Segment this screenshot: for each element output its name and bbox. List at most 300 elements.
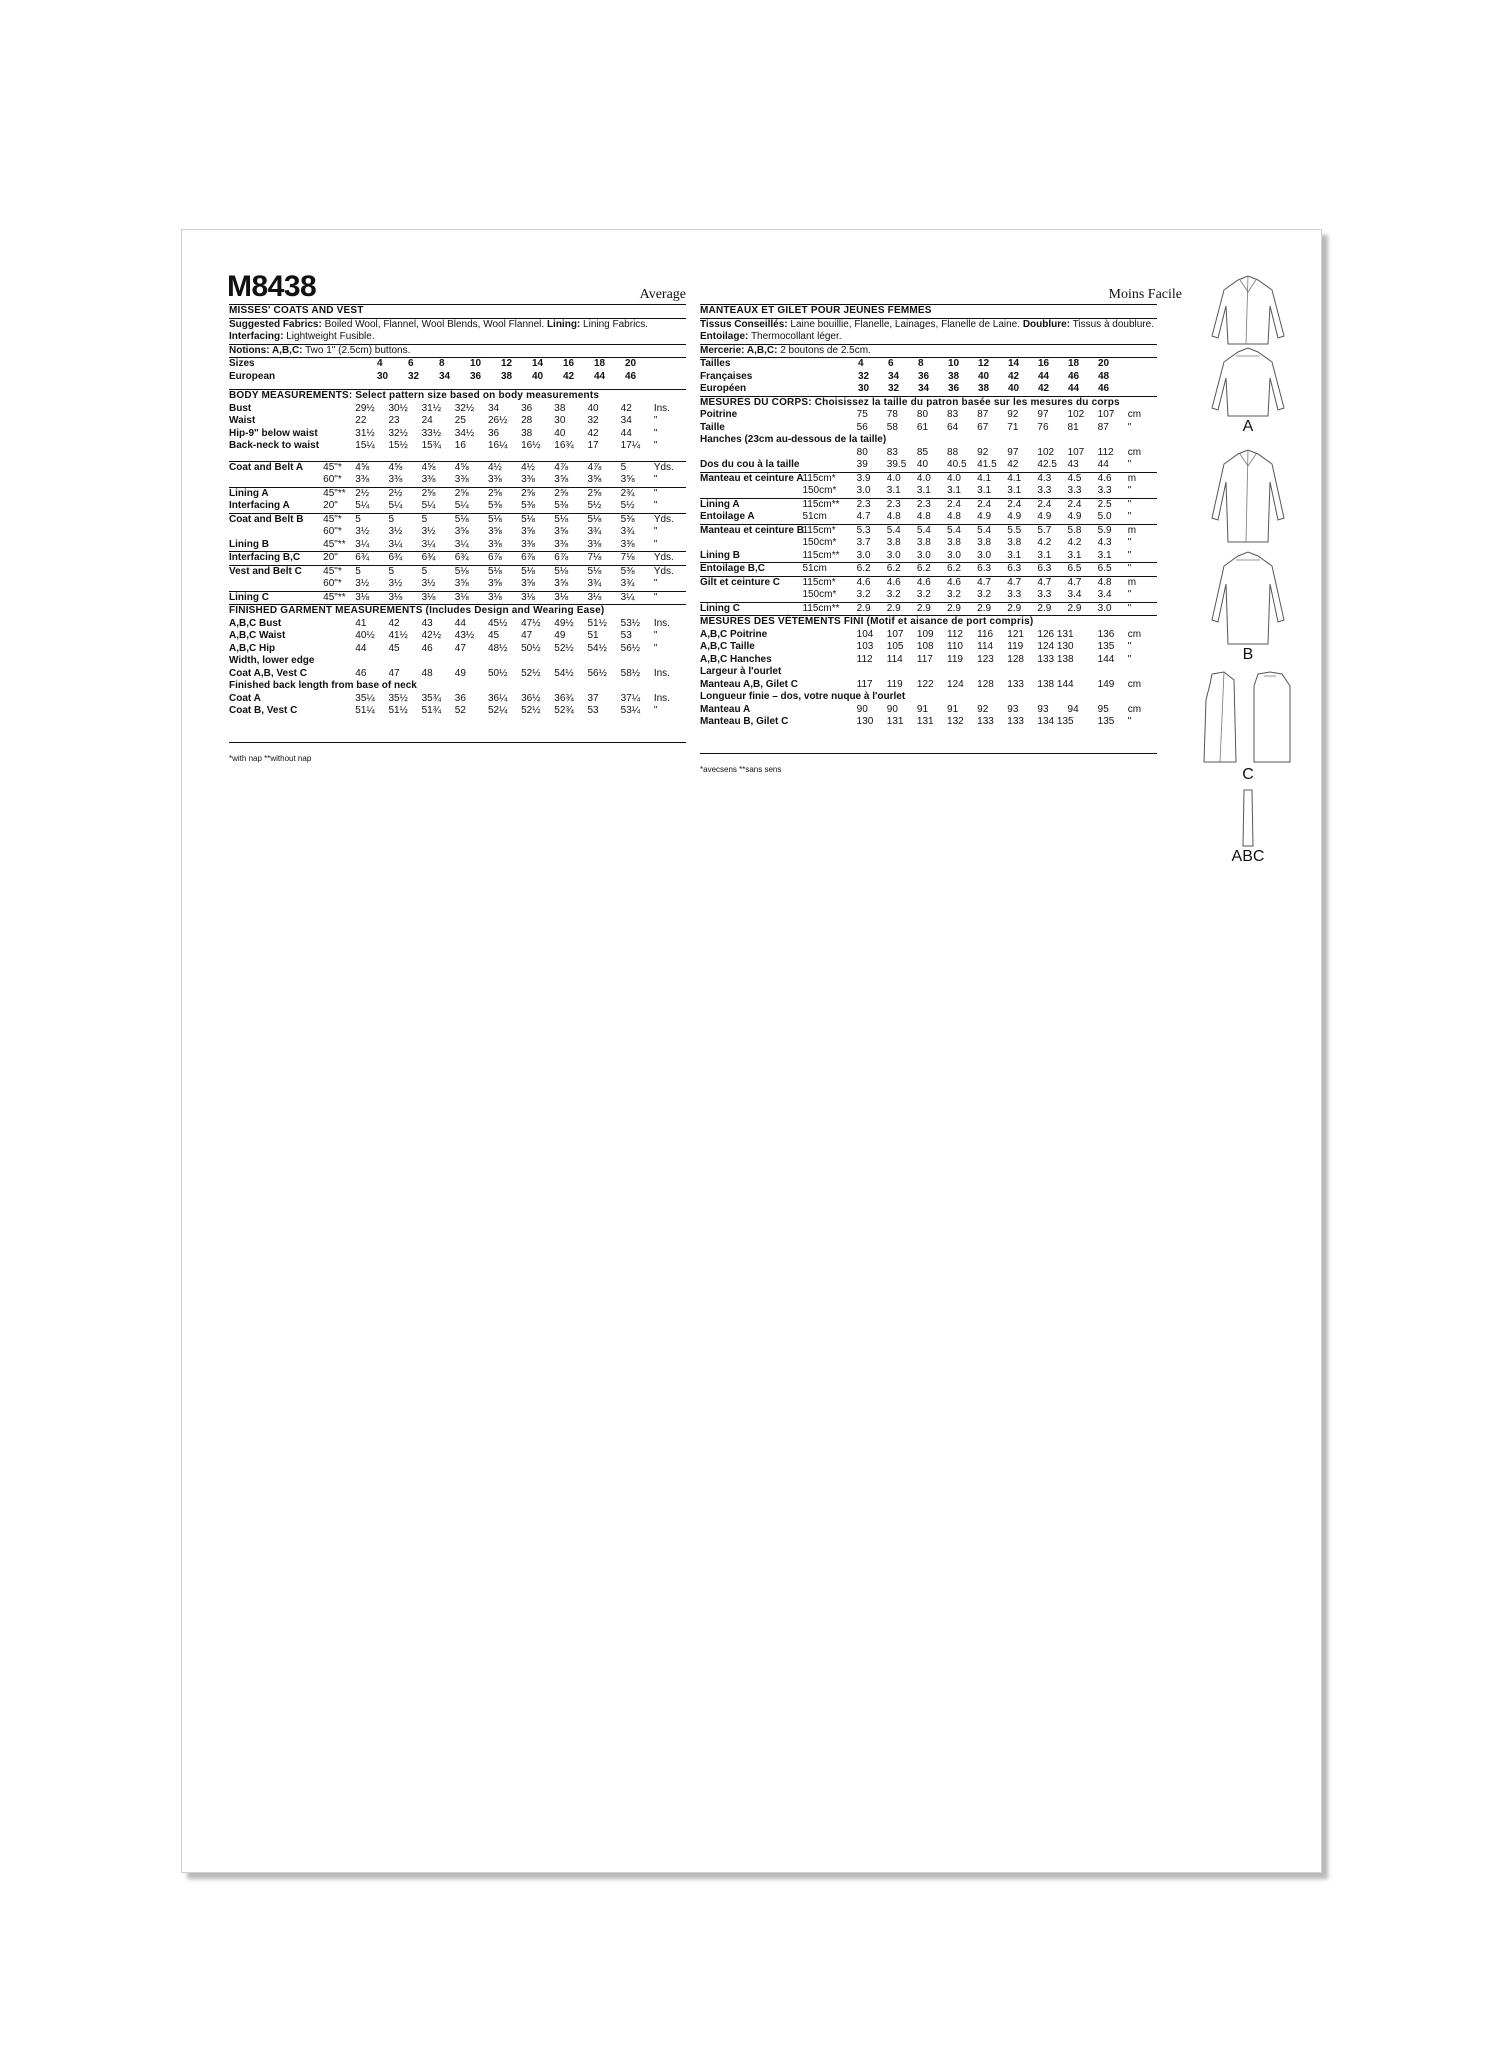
unit-cell: " (1127, 589, 1132, 600)
value-cell: 124 (947, 678, 964, 690)
table-row (700, 485, 1157, 498)
value-cell: 3⅛ (422, 591, 455, 604)
width-cell (323, 415, 355, 428)
value-cell: 36¼ (487, 692, 508, 704)
value-cell: 4.3 (1037, 472, 1067, 485)
value-cell: 3.1 (886, 485, 901, 496)
row-label: Finished back length from base of neck (229, 680, 417, 691)
value-cell: 2.3 (857, 498, 887, 511)
row-label: Bust (229, 402, 252, 414)
value-cell: 46 (355, 667, 367, 679)
value-cell: 3.0 (947, 549, 961, 561)
value-cell: 123 (977, 653, 994, 665)
table-row (229, 618, 686, 631)
value-cell: 3¼ (421, 538, 436, 550)
value-cell: 5½ (587, 500, 602, 511)
notions-en: Notions: A,B,C: Two 1" (2.5cm) buttons. (229, 344, 411, 356)
row-label: Interfacing B,C (229, 552, 323, 566)
value-cell: 3.7 (856, 537, 871, 548)
row-label: A,B,C Waist (229, 630, 286, 641)
value-cell: 3⅝ (454, 526, 469, 537)
value-cell: 34 (620, 415, 632, 426)
table-row (700, 691, 1157, 704)
value-cell: 43 (421, 617, 433, 629)
value-cell: 46 (421, 642, 433, 654)
unit-cell: " (1127, 641, 1132, 652)
value-cell: 5⅛ (587, 513, 620, 526)
value-cell: 121 (1007, 628, 1024, 640)
row-label: A,B,C Taille (700, 641, 755, 652)
value-cell: 2⅝ (521, 487, 554, 500)
value-cell: 104 (856, 628, 874, 640)
table-row (700, 654, 1157, 667)
width-cell (802, 679, 856, 692)
table-row (700, 422, 1157, 435)
table-row (229, 513, 686, 526)
value-cell: 2.4 (1037, 498, 1067, 511)
value-cell: 5 (388, 513, 421, 526)
value-cell: 4.1 (977, 472, 1007, 485)
value-cell: 30½ (388, 402, 408, 414)
title-en: MISSES' COATS AND VEST (229, 305, 364, 316)
value-cell: 5⅛ (455, 513, 488, 526)
size-cell: 34 (918, 383, 930, 394)
unit-cell: Yds. (654, 565, 686, 578)
value-cell: 119 (886, 678, 903, 690)
value-cell: 3⅝ (521, 526, 536, 537)
row-label (700, 485, 802, 498)
value-cell: 4.8 (1098, 576, 1128, 589)
row-label: Manteau et ceinture B (700, 524, 804, 536)
value-cell: 80 (856, 446, 868, 458)
value-cell: 4.6 (887, 576, 917, 589)
unit-cell: Ins. (653, 402, 670, 414)
value-cell: 4⅝ (422, 461, 455, 474)
value-cell: 5.4 (917, 524, 947, 537)
value-cell: 134 135 (1037, 716, 1074, 727)
value-cell: 3.8 (947, 537, 961, 548)
value-cell: 85 (916, 446, 929, 458)
value-cell: 6.2 (917, 563, 947, 577)
value-cell: 4.8 (916, 511, 931, 522)
size-cell: 32 (858, 370, 870, 382)
size-cell: 16 (563, 358, 575, 369)
table-row (700, 434, 1157, 447)
value-cell: 2.5 (1098, 498, 1128, 511)
value-cell: 114 (886, 653, 903, 665)
table-row (700, 498, 1157, 511)
size-cell: 6 (408, 358, 414, 369)
row-label (229, 578, 323, 591)
value-cell: 3⅛ (521, 591, 554, 604)
row-label: Manteau A (700, 703, 751, 715)
value-cell: 3⅛ (488, 591, 521, 604)
width-cell (323, 428, 355, 441)
value-cell: 3¾ (620, 578, 635, 589)
table-row (229, 552, 686, 566)
value-cell: 17¼ (620, 440, 641, 451)
value-cell: 5⅛ (488, 513, 521, 526)
unit-cell: " (653, 526, 658, 537)
value-cell: 128 (1007, 653, 1024, 665)
value-cell: 3½ (388, 578, 403, 589)
value-cell: 36 (521, 402, 533, 414)
row-label: Coat and Belt A (229, 461, 323, 474)
unit-cell: cm (1127, 678, 1142, 690)
value-cell: 3.0 (1098, 602, 1128, 615)
width-cell (802, 447, 856, 460)
width-cell: 60"* (323, 474, 342, 485)
size-cell: 42 (1008, 370, 1020, 382)
value-cell: 3¾ (587, 578, 602, 589)
value-cell: 3.1 (977, 485, 992, 496)
row-label (229, 526, 323, 539)
row-label (700, 537, 802, 550)
size-cell: 18 (594, 358, 606, 369)
value-cell: 3⅝ (521, 578, 536, 589)
value-cell: 3.4 (1097, 589, 1112, 600)
value-cell: 3.0 (886, 549, 901, 561)
size-cell: 14 (532, 358, 544, 369)
value-cell: 112 (856, 653, 873, 665)
value-cell: 40½ (355, 630, 375, 641)
table-row (229, 693, 686, 706)
value-cell: 3.2 (947, 589, 961, 600)
value-cell: 4.3 (1097, 537, 1112, 548)
row-label: Hanches (23cm au-dessous de la taille) (700, 434, 887, 445)
width-cell: 45"** (323, 487, 355, 500)
size-cell: 36 (918, 370, 930, 382)
row-label (700, 447, 802, 460)
width-cell: 115cm** (802, 602, 856, 615)
width-cell: 115cm** (802, 549, 840, 561)
size-cell: 32 (888, 383, 900, 394)
size-cell: 42 (563, 370, 575, 382)
value-cell: 52½ (521, 705, 541, 716)
value-cell: 78 (886, 409, 898, 420)
row-label: A,B,C Poitrine (700, 628, 768, 640)
row-label: A,B,C Hip (229, 642, 276, 654)
value-cell: 3¼ (621, 591, 654, 604)
value-cell: 4⅞ (554, 461, 587, 474)
value-cell: 4.8 (947, 511, 961, 522)
value-cell: 136 (1097, 628, 1115, 640)
value-cell: 3.4 (1067, 589, 1082, 600)
value-cell: 4⅝ (355, 461, 388, 474)
row-label: Largeur à l'ourlet (700, 666, 782, 677)
value-cell: 6.5 (1068, 563, 1098, 577)
value-cell: 41 (355, 617, 367, 629)
size-cell: 36 (948, 383, 960, 394)
row-label: Poitrine (700, 409, 738, 420)
value-cell: 5.9 (1098, 524, 1128, 537)
value-cell: 42 (620, 402, 632, 414)
width-cell: 45"** (323, 538, 346, 550)
width-cell (802, 629, 856, 642)
width-cell (323, 643, 355, 656)
value-cell: 5.0 (1097, 511, 1112, 522)
value-cell: 133 (977, 716, 994, 727)
width-cell: 45"** (323, 591, 355, 604)
title-fr: MANTEAUX ET GILET POUR JEUNES FEMMES (700, 305, 932, 316)
value-cell: 80 (916, 409, 929, 420)
width-cell (323, 705, 355, 718)
table-row (229, 474, 686, 487)
value-cell: 3½ (421, 526, 436, 537)
row-label: Manteau B, Gilet C (700, 716, 789, 727)
sizes-table-fr (700, 358, 1157, 396)
value-cell: 6¾ (388, 552, 421, 566)
unit-cell: cm (1127, 409, 1142, 420)
value-cell: 3⅜ (487, 538, 502, 550)
value-cell: 44 (1097, 459, 1109, 470)
value-cell: 116 (977, 628, 994, 640)
value-cell: 4.6 (857, 576, 887, 589)
value-cell: 3½ (421, 578, 436, 589)
width-cell: 60"* (323, 578, 342, 589)
value-cell: 3⅝ (487, 526, 502, 537)
table-row (229, 403, 686, 416)
size-cell: 46 (1098, 383, 1110, 394)
value-cell: 3⅝ (620, 474, 635, 485)
value-cell: 6.2 (947, 563, 977, 577)
interfacing-en: Interfacing: Lightweight Fusible. (229, 331, 375, 342)
value-cell: 4⅞ (587, 461, 620, 474)
width-cell (802, 641, 856, 654)
value-cell: 52 (454, 705, 466, 716)
table-row (229, 591, 686, 604)
value-cell: 3.1 (1097, 549, 1112, 561)
value-cell: 132 (947, 716, 964, 727)
value-cell: 2½ (388, 487, 421, 500)
value-cell: 93 (1007, 703, 1019, 715)
value-cell: 2.9 (1007, 602, 1037, 615)
value-cell: 32 (587, 415, 599, 426)
width-cell: 45"* (323, 565, 355, 578)
value-cell: 97 (1037, 409, 1049, 420)
value-cell: 75 (856, 409, 868, 420)
size-cell: 42 (1038, 383, 1050, 394)
view-label-c: C (1242, 766, 1254, 783)
table-row (700, 576, 1157, 589)
value-cell: 4.7 (856, 511, 871, 522)
value-cell: 2.9 (917, 602, 947, 615)
table-row (700, 447, 1157, 460)
value-cell: 6.2 (887, 563, 917, 577)
value-cell: 130 (856, 716, 874, 727)
unit-cell: " (1128, 602, 1157, 615)
unit-cell: m (1128, 472, 1157, 485)
value-cell: 5⅜ (554, 500, 569, 511)
table-row (229, 440, 686, 453)
value-cell: 23 (388, 415, 400, 426)
value-cell: 36¾ (554, 692, 574, 704)
value-cell: 36½ (521, 692, 541, 704)
difficulty-level-fr: Moins Facile (1108, 287, 1182, 302)
value-cell: 92 (1007, 409, 1019, 420)
value-cell: 52¾ (554, 705, 574, 716)
size-cell: 44 (1038, 370, 1050, 382)
table-row (700, 511, 1157, 524)
value-cell: 5.3 (857, 524, 887, 537)
width-cell: 115cm* (802, 576, 856, 589)
value-cell: 6⅞ (554, 552, 587, 566)
value-cell: 4½ (521, 461, 554, 474)
size-cell: 20 (625, 358, 637, 369)
value-cell: 32½ (388, 427, 408, 439)
row-label: Manteau A,B, Gilet C (700, 678, 798, 690)
value-cell: 3.3 (1037, 485, 1052, 496)
size-cell: 38 (948, 370, 960, 382)
unit-cell: " (1127, 485, 1132, 496)
table-row (700, 716, 1157, 729)
value-cell: 105 (886, 641, 904, 652)
value-cell: 2.3 (887, 498, 917, 511)
value-cell: 56 (856, 421, 868, 433)
value-cell: 42 (1007, 459, 1019, 470)
value-cell: 42.5 (1037, 459, 1057, 470)
row-label: A,B,C Bust (229, 617, 282, 629)
row-label: Hip-9" below waist (229, 427, 318, 439)
value-cell: 4.9 (1067, 511, 1082, 522)
row-label: Manteau et ceinture A (700, 472, 804, 484)
value-cell: 3.3 (1037, 589, 1052, 600)
unit-cell: m (1128, 576, 1157, 589)
value-cell: 2.9 (977, 602, 1007, 615)
row-label: Lining C (700, 602, 802, 615)
notions-fr: Mercerie: A,B,C: 2 boutons de 2.5cm. (700, 344, 871, 356)
row-label: Waist (229, 415, 256, 426)
value-cell: 3.1 (1067, 549, 1082, 561)
value-cell: 16 (454, 440, 466, 451)
value-cell: 3.1 (1007, 485, 1022, 496)
value-cell: 4.0 (947, 472, 977, 485)
value-cell: 4.2 (1067, 537, 1082, 548)
value-cell: 5⅜ (487, 500, 502, 511)
value-cell: 5⅛ (488, 565, 521, 578)
width-cell (802, 459, 856, 472)
value-cell: 95 (1097, 703, 1109, 715)
value-cell: 3.3 (1067, 485, 1082, 496)
body-heading-en: BODY MEASUREMENTS: Select pattern size based on body measurements (229, 390, 600, 401)
value-cell: 16½ (521, 440, 541, 451)
value-cell: 110 (947, 641, 963, 652)
finished-heading-fr: MESURES DES VÊTEMENTS FINI (Motif et aisance de port compris) (700, 616, 1034, 627)
value-cell: 3⅜ (388, 474, 403, 485)
body-table-fr (700, 409, 1157, 472)
value-cell: 5.7 (1037, 524, 1067, 537)
yardage-table-fr (700, 472, 1157, 616)
value-cell: 5½ (620, 500, 635, 511)
value-cell: 128 (977, 678, 994, 690)
size-cell: 30 (377, 370, 389, 382)
table-row (700, 409, 1157, 422)
size-cell: 44 (594, 370, 606, 382)
unit-cell: Ins. (653, 692, 670, 704)
width-cell (802, 704, 856, 717)
value-cell: 45½ (487, 617, 508, 629)
french-column (700, 304, 1157, 776)
size-cell: 32 (408, 370, 420, 382)
value-cell: 17 (587, 440, 599, 451)
value-cell: 5.4 (947, 524, 977, 537)
unit-cell: Yds. (654, 461, 686, 474)
width-cell: 115cm* (802, 472, 856, 485)
value-cell: 40.5 (947, 459, 967, 470)
value-cell: 133 (1007, 678, 1024, 690)
value-cell: 44 (355, 642, 367, 654)
value-cell: 43½ (454, 630, 475, 641)
value-cell: 5⅛ (521, 513, 554, 526)
value-cell: 2.9 (947, 602, 977, 615)
table-row (229, 428, 686, 441)
value-cell: 5⅛ (587, 565, 620, 578)
unit-cell: " (1127, 653, 1132, 665)
size-cell: 16 (1038, 358, 1050, 369)
unit-cell: " (653, 630, 658, 641)
value-cell: 119 (947, 653, 963, 665)
value-cell: 3⅛ (554, 591, 587, 604)
body-heading-fr: MESURES DU CORPS: Choisissez la taille du patron basée sur les mesures du corps (700, 396, 1120, 408)
value-cell: 87 (977, 409, 989, 420)
value-cell: 5⅛ (554, 565, 587, 578)
value-cell: 35½ (388, 692, 408, 704)
interfacing-fr: Entoilage: Thermocollant léger. (700, 331, 842, 342)
value-cell: 45 (487, 630, 500, 641)
width-cell (323, 403, 355, 416)
value-cell: 122 (916, 678, 934, 690)
value-cell: 31½ (421, 402, 442, 414)
value-cell: 3⅝ (554, 474, 569, 485)
value-cell: 47 (454, 642, 466, 654)
value-cell: 3⅜ (487, 474, 502, 485)
value-cell: 5 (422, 513, 455, 526)
width-cell: 45"* (323, 513, 355, 526)
value-cell: 3¾ (620, 526, 635, 537)
width-cell: 115cm** (802, 498, 856, 511)
value-cell: 107 (886, 628, 904, 640)
value-cell: 51¾ (421, 705, 442, 716)
value-cell: 5.8 (1068, 524, 1098, 537)
value-cell: 5⅜ (621, 565, 654, 578)
value-cell: 138 144 (1037, 678, 1074, 690)
value-cell: 33½ (421, 427, 442, 439)
unit-cell: m (1128, 524, 1157, 537)
sizes-row-fr: Tailles 4 6 8 10 12 14 16 18 20 (700, 358, 1157, 371)
size-cell: 30 (858, 383, 870, 394)
table-row (229, 526, 686, 539)
value-cell: 5⅛ (554, 513, 587, 526)
value-cell: 3.1 (947, 485, 961, 496)
value-cell: 97 (1007, 446, 1019, 458)
value-cell: 90 (856, 703, 868, 715)
value-cell: 3.8 (916, 537, 931, 548)
width-cell (323, 630, 355, 643)
value-cell: 3⅝ (487, 578, 502, 589)
value-cell: 30 (554, 415, 566, 426)
value-cell: 53½ (620, 617, 641, 629)
value-cell: 7⅛ (621, 552, 654, 566)
unit-cell: " (653, 440, 658, 451)
table-row (229, 565, 686, 578)
value-cell: 54½ (587, 642, 607, 654)
coat-a-front-sketch-icon (1208, 274, 1288, 346)
value-cell: 112 (947, 628, 963, 640)
row-label: Taille (700, 421, 725, 433)
row-label: Gilt et ceinture C (700, 576, 802, 589)
value-cell: 3.0 (856, 485, 871, 496)
value-cell: 3.8 (886, 537, 901, 548)
